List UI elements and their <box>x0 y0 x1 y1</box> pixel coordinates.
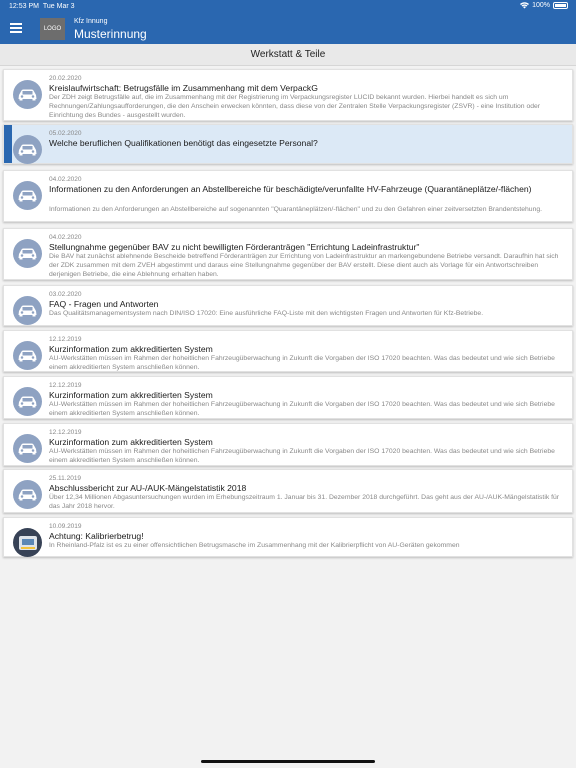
article-title: Kurzinformation zum akkreditierten System <box>49 437 213 447</box>
article-date: 12.12.2019 <box>49 429 82 436</box>
home-indicator <box>201 760 375 763</box>
article-card[interactable] <box>3 124 573 164</box>
article-description: In Rheinland-Pfalz ist es zu einer offensichtlichen Betrugsmasche im Zusammenhang mit der Kalibrierpflicht von AU-Geräten gekommen <box>49 542 460 549</box>
article-date: 05.02.2020 <box>49 130 82 137</box>
article-date: 25.11.2019 <box>49 475 82 482</box>
article-title: Informationen zu den Anforderungen an Abstellbereiche für beschädigte/verunfallte HV-Fahrzeuge (Quarantäneplätze/-flächen) <box>49 184 532 194</box>
article-card[interactable] <box>3 330 573 372</box>
car-icon <box>13 480 42 509</box>
org-title: Musterinnung <box>74 27 147 41</box>
article-date: 12.12.2019 <box>49 382 82 389</box>
article-card[interactable] <box>3 423 573 466</box>
car-icon <box>13 80 42 109</box>
wifi-icon <box>520 2 529 9</box>
article-description: Der ZDH zeigt Betrugsfälle auf, die im Zusammenhang mit der Registrierung im Verpackungsregister LUCID bekannt wurden. Hierbei handelt es sich um Rechnungen/Zahlungsaufforderungen, die den Anschein erwecken könnten, dass diese von der Zentralen Stelle Verpackungsregister (ZSVR) - eine Institution oder Einrichtung des Bundes - ausgestellt wurden. <box>49 94 541 119</box>
article-description: Das Qualitätsmanagementsystem nach DIN/ISO 17020: Eine ausführliche FAQ-Liste mit den wichtigsten Fragen und Antworten für Kfz-Betriebe. <box>49 310 484 317</box>
device-photo-icon <box>13 528 42 557</box>
article-card[interactable] <box>3 469 573 513</box>
article-date: 20.02.2020 <box>49 75 82 82</box>
article-date: 04.02.2020 <box>49 176 82 183</box>
article-title: Welche beruflichen Qualifikationen benötigt das eingesetzte Personal? <box>49 138 318 148</box>
article-description: AU-Werkstätten müssen im Rahmen der hoheitlichen Fahrzeugüberwachung in Zukunft die Vorgaben der ISO 17020 beachten. Was das bedeutet und wie sich Betriebe einem akkreditierten System anschließen können. <box>49 448 555 464</box>
article-date: 10.09.2019 <box>49 523 82 530</box>
article-title: Kurzinformation zum akkreditierten System <box>49 344 213 354</box>
battery-percent: 100% <box>532 2 550 9</box>
org-subtitle: Kfz Innung <box>74 18 108 25</box>
battery-icon <box>553 2 568 9</box>
article-title: Kurzinformation zum akkreditierten System <box>49 390 213 400</box>
org-logo: LOGO <box>40 18 65 40</box>
car-icon <box>13 434 42 463</box>
status-time: 12:53 PM Tue Mar 3 <box>9 3 75 10</box>
article-card[interactable] <box>3 517 573 557</box>
article-title: Achtung: Kalibrierbetrug! <box>49 531 144 541</box>
article-card[interactable] <box>3 376 573 419</box>
article-title: Abschlussbericht zur AU-/AUK-Mängelstatistik 2018 <box>49 483 247 493</box>
article-date: 12.12.2019 <box>49 336 82 343</box>
article-description: Die BAV hat zunächst ablehnende Bescheide betreffend Förderanträgen zur Errichtung von Ladeinfrastruktur an markengebundene Betriebe versandt. Daraufhin hat sich der ZDK zusammen mit dem ZVEH abgestimmt und daraus eine Stellungnahme gegenüber der BAV erstellt. Diese dient auch als Vorlage für ein Antwortschreiben derjenigen Betriebe, die eine Ablehnung erhalten haben. <box>49 253 559 278</box>
status-bar <box>0 0 576 13</box>
article-card[interactable] <box>3 285 573 326</box>
article-title: FAQ - Fragen und Antworten <box>49 299 159 309</box>
car-icon <box>13 135 42 164</box>
article-description: Über 12,34 Millionen Abgasuntersuchungen wurden im Erhebungszeitraum 1. Januar bis 31. Dezember 2018 durchgeführt. Das geht aus der AU-/AUK-Mängelstatistik für das Jahr 2018 hervor. <box>49 494 560 510</box>
article-card[interactable] <box>3 170 573 222</box>
article-description: AU-Werkstätten müssen im Rahmen der hoheitlichen Fahrzeugüberwachung in Zukunft die Vorgaben der ISO 17020 beachten. Was das bedeutet und wie sich Betriebe einem akkreditierten System anschließen können. <box>49 401 555 417</box>
status-right <box>520 2 568 9</box>
section-title: Werkstatt & Teile <box>0 44 576 66</box>
article-card[interactable] <box>3 69 573 121</box>
article-title: Kreislaufwirtschaft: Betrugsfälle im Zusammenhang mit dem VerpackG <box>49 83 318 93</box>
car-icon <box>13 239 42 268</box>
article-date: 04.02.2020 <box>49 234 82 241</box>
car-icon <box>13 341 42 370</box>
article-title: Stellungnahme gegenüber BAV zu nicht bewilligten Förderanträgen "Errichtung Ladeinfrastruktur" <box>49 242 420 252</box>
article-description: Informationen zu den Anforderungen an Abstellbereiche auf sogenannten "Quarantäneplätzen/-flächen" und zu den Gefahren einer zeitversetzten Brandentstehung. <box>49 206 543 213</box>
app-header <box>0 0 576 44</box>
article-card[interactable] <box>3 228 573 280</box>
article-date: 03.02.2020 <box>49 291 82 298</box>
article-description: AU-Werkstätten müssen im Rahmen der hoheitlichen Fahrzeugüberwachung in Zukunft die Vorgaben der ISO 17020 beachten. Was das bedeutet und wie sich Betriebe einem akkreditierten System anschließen können. <box>49 355 555 371</box>
hamburger-menu-icon[interactable] <box>10 23 22 33</box>
car-icon <box>13 181 42 210</box>
car-icon <box>13 387 42 416</box>
car-icon <box>13 296 42 325</box>
